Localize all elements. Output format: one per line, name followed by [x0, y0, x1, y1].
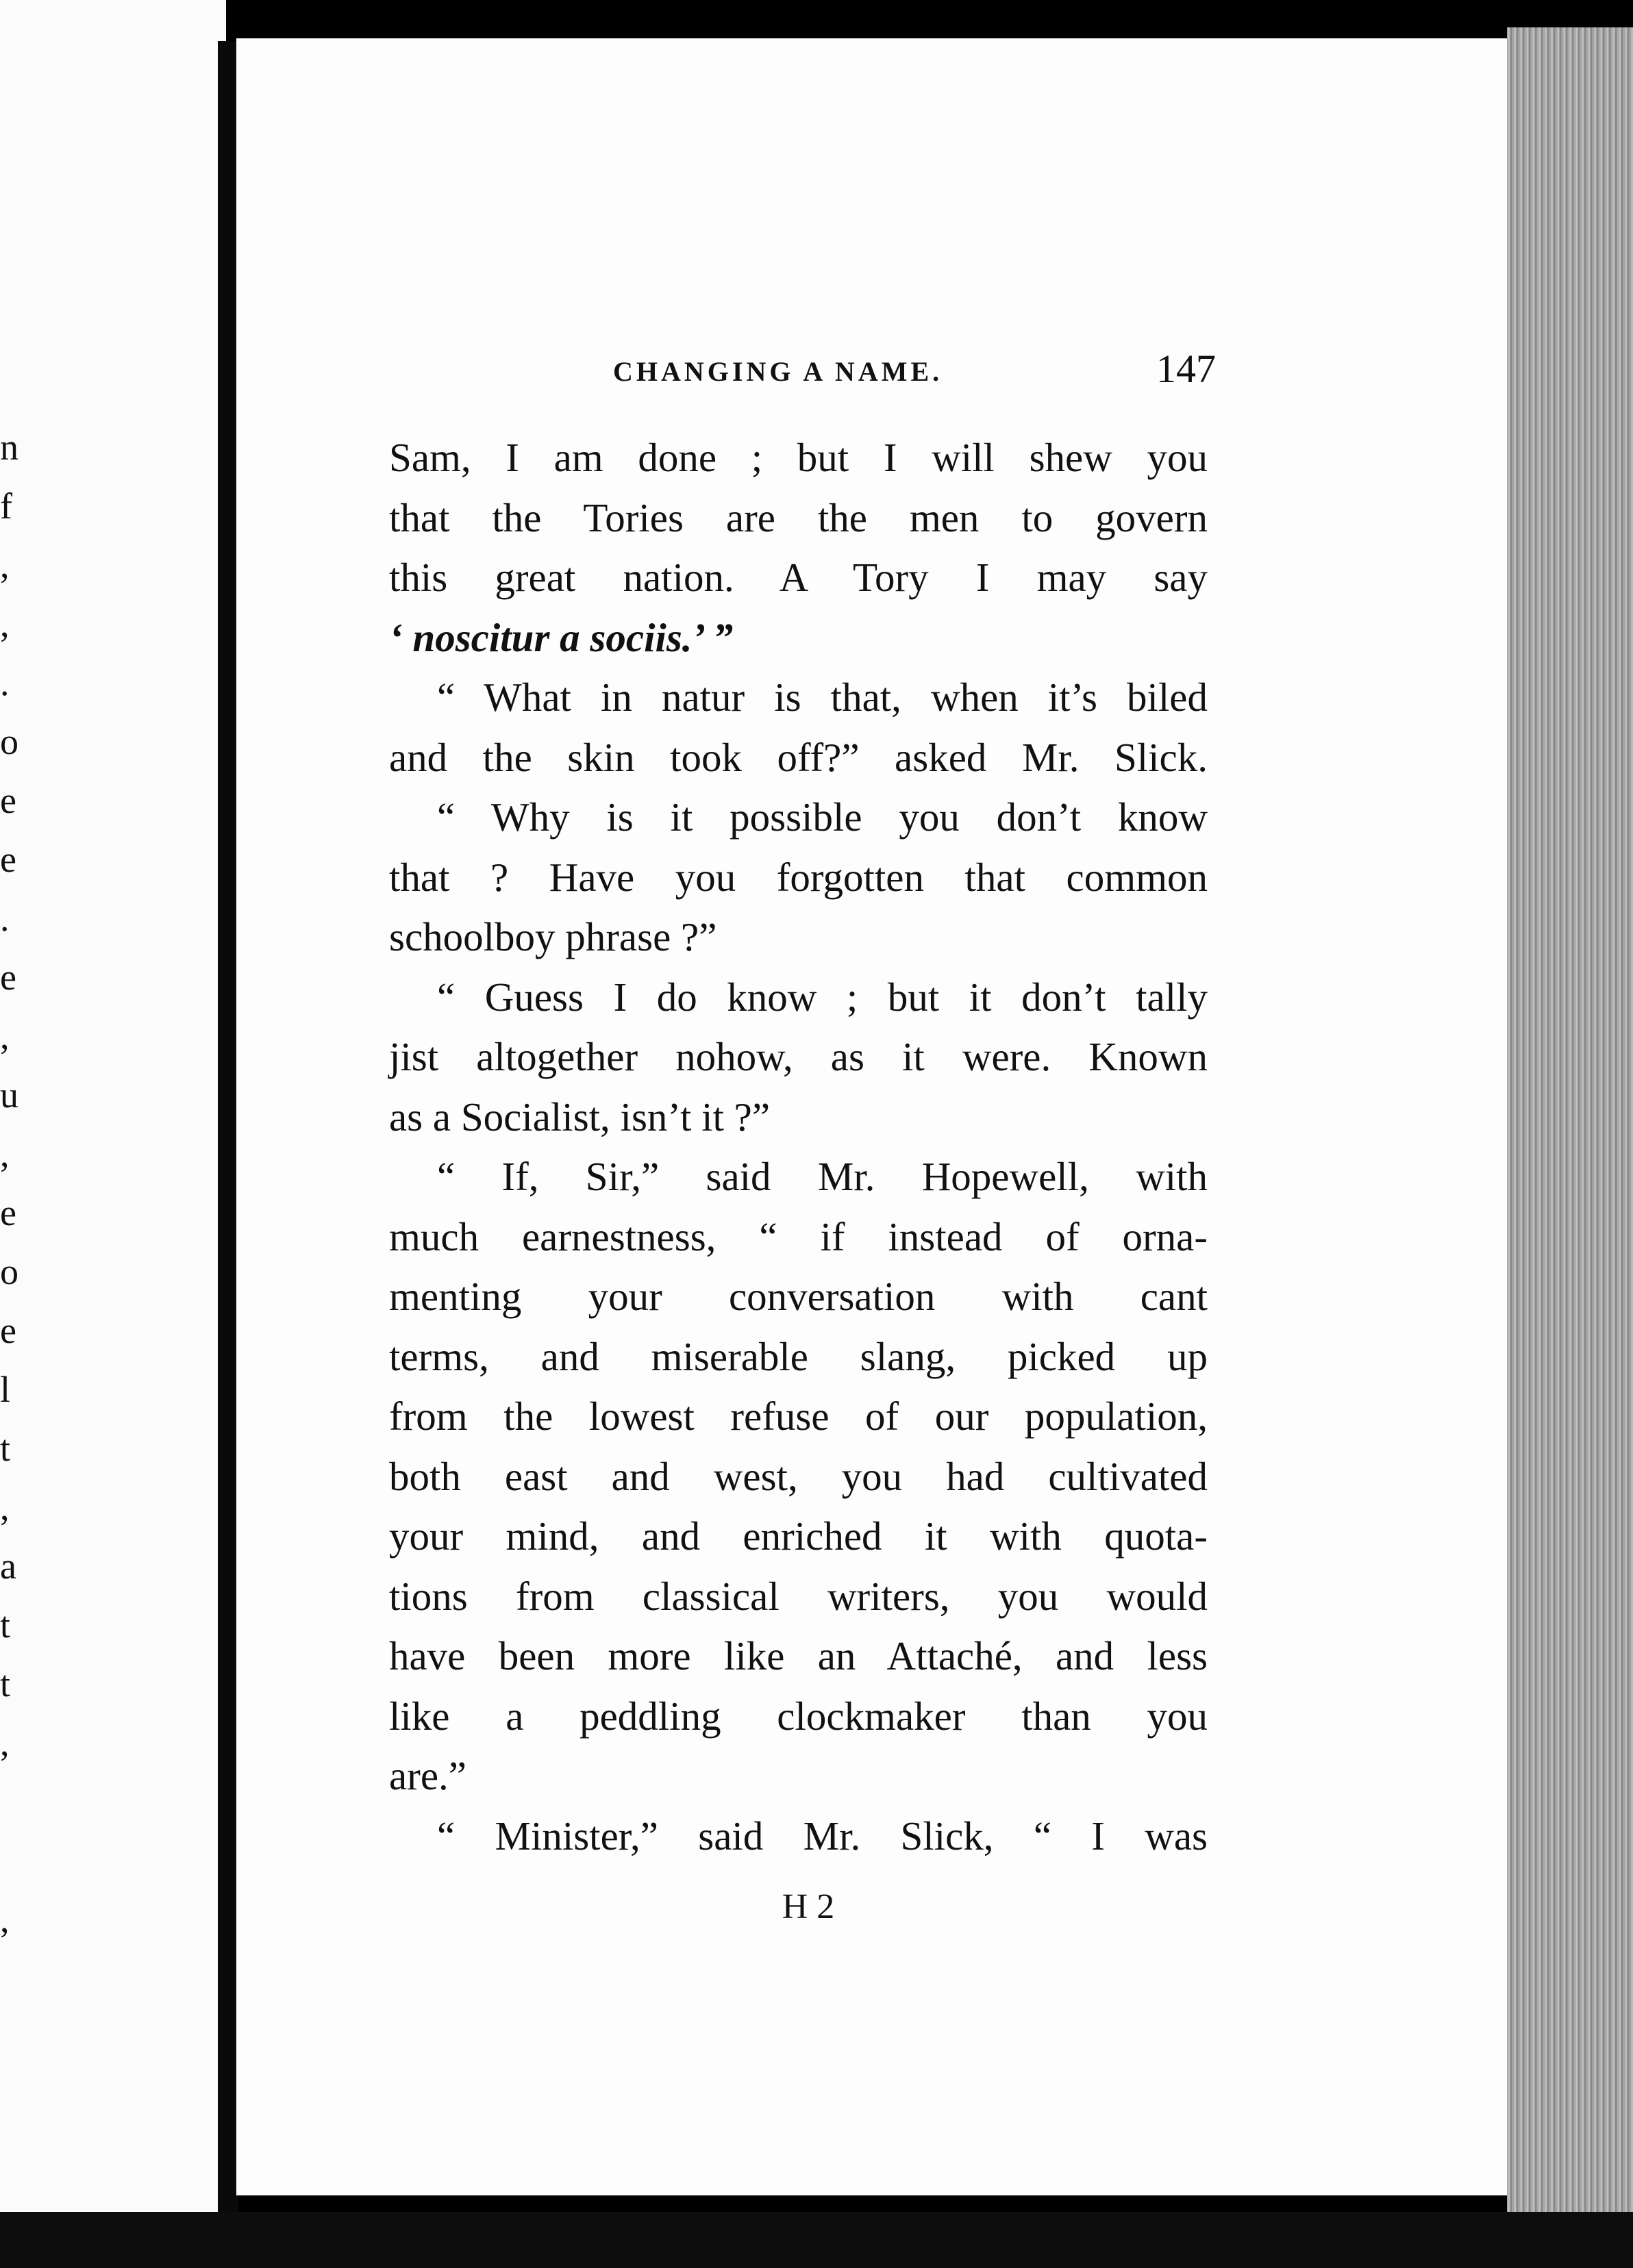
text-line: much earnestness, “ if instead of orna-: [389, 1213, 1208, 1259]
text-line: terms, and miserable slang, picked up: [389, 1333, 1208, 1379]
page-number: 147: [1156, 346, 1216, 391]
left-fragment-char: o: [0, 721, 18, 762]
left-fragment-char: ,: [0, 1133, 10, 1174]
text-line: jist altogether nohow, as it were. Known: [389, 1034, 1208, 1079]
page-edges: [1507, 27, 1633, 2232]
book-spine: [218, 41, 238, 2232]
text-line: and the skin took off?” asked Mr. Slick.: [389, 734, 1208, 780]
text-line: “ Why is it possible you don’t know: [437, 794, 1208, 840]
running-head: [613, 346, 1216, 401]
left-fragment-char: e: [0, 839, 16, 880]
left-fragment-char: ,: [0, 1016, 10, 1057]
left-fragment-char: [0, 1772, 27, 1831]
left-fragment-char: e: [0, 1310, 16, 1351]
left-fragment-char: n: [0, 427, 18, 468]
facing-page-left: [0, 0, 226, 2268]
left-fragment-char: ,: [0, 1487, 10, 1528]
text-line: your mind, and enriched it with quota-: [389, 1513, 1208, 1559]
left-fragment-char: a: [0, 1546, 16, 1587]
text-line: [389, 608, 1208, 668]
left-fragment-char: t: [0, 1604, 11, 1646]
running-title: CHANGING A NAME.: [613, 356, 943, 387]
text-line: are.”: [389, 1753, 466, 1798]
text-line: that the Tories are the men to govern: [389, 494, 1208, 540]
left-fragment-char: t: [0, 1428, 11, 1469]
left-page-text-fragments: [0, 418, 27, 1949]
left-fragment-char: t: [0, 1663, 11, 1704]
text-line: this great nation. A Tory I may say: [389, 555, 1208, 600]
text-line: schoolboy phrase ?”: [389, 914, 717, 959]
left-fragment-char: .: [0, 662, 10, 703]
text-line: like a peddling clockmaker than you: [389, 1693, 1208, 1739]
text-line: “ What in natur is that, when it’s biled: [437, 675, 1208, 720]
scan-border: [0, 2212, 1633, 2268]
text-line: both east and west, you had cultivated: [389, 1453, 1208, 1499]
text-line: from the lowest refuse of our population,: [389, 1394, 1208, 1439]
text-line: tions from classical writers, you would: [389, 1573, 1208, 1619]
text-line: Sam, I am done ; but I will shew you: [389, 435, 1208, 480]
body-text: [389, 428, 1208, 1866]
text-line: have been more like an Attaché, and less: [389, 1633, 1208, 1678]
left-fragment-char: ,: [0, 544, 10, 585]
left-fragment-char: e: [0, 1192, 16, 1233]
text-line: menting your conversation with cant: [389, 1274, 1208, 1319]
text-line: “ Guess I do know ; but it don’t tally: [437, 974, 1208, 1020]
left-fragment-char: e: [0, 957, 16, 998]
left-fragment-char: ,: [0, 603, 10, 644]
left-fragment-char: .: [0, 898, 10, 939]
left-fragment-char: l: [0, 1369, 11, 1410]
left-fragment-char: f: [0, 486, 12, 527]
left-fragment-char: [0, 1831, 27, 1890]
text-line: “ If, Sir,” said Mr. Hopewell, with: [437, 1154, 1208, 1199]
signature-mark: H 2: [782, 1887, 835, 1926]
left-fragment-char: ,: [0, 1722, 10, 1763]
text-line: as a Socialist, isn’t it ?”: [389, 1094, 771, 1139]
left-fragment-char: u: [0, 1074, 18, 1116]
text-line: that ? Have you forgotten that common: [389, 854, 1208, 900]
left-fragment-char: e: [0, 780, 16, 821]
left-fragment-char: o: [0, 1251, 18, 1292]
text-line: “ Minister,” said Mr. Slick, “ I was: [437, 1813, 1208, 1859]
left-fragment-char: ,: [0, 1899, 10, 1940]
latin-phrase: ‘ noscitur a sociis.’ ”: [389, 614, 734, 660]
